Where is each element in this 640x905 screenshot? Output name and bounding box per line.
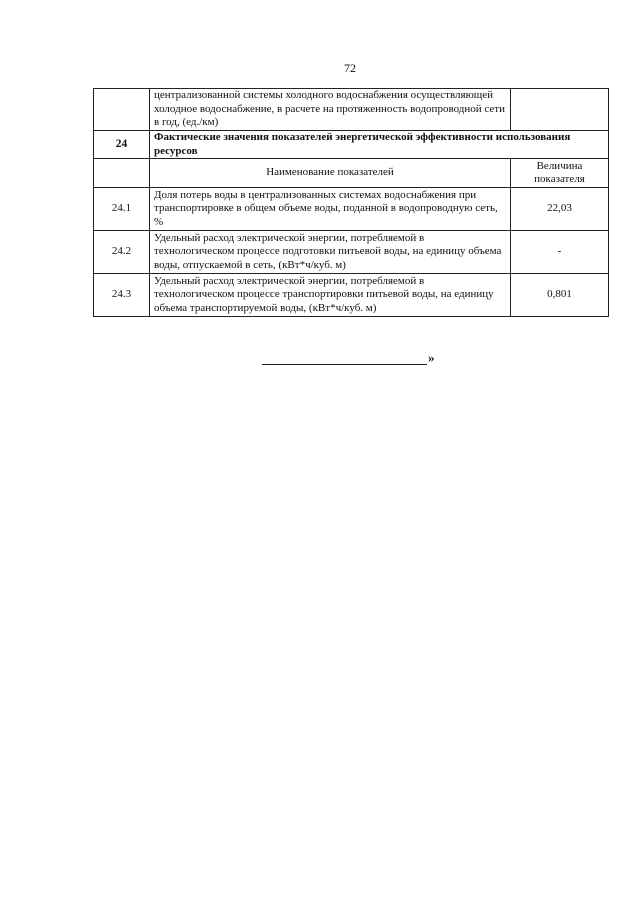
row-name-cell: Доля потерь воды в централизованных системах водоснабжения при транспортировке в общем объеме воды, поданной в водопроводную сеть, %	[150, 188, 511, 231]
row-value-cell: 22,03	[511, 188, 609, 231]
row-value-cell	[511, 89, 609, 131]
table-header-row	[94, 159, 609, 188]
page-number: 72	[344, 61, 356, 75]
row-name-cell: Удельный расход электрической энергии, потребляемой в технологическом процессе транспортировки питьевой воды, на единицу объема транспортируемой воды, (кВт*ч/куб. м)	[150, 274, 511, 317]
row-name-cell: централизованной системы холодного водоснабжения осуществляющей холодное водоснабжение, в расчете на протяженность водопроводной сети в год, (ед./км)	[150, 89, 511, 131]
indicators-table	[93, 88, 609, 317]
row-value-cell: 0,801	[511, 274, 609, 317]
table-row	[94, 188, 609, 231]
table-row	[94, 274, 609, 317]
row-number-cell: 24.1	[94, 188, 150, 231]
closing-quote: »	[428, 350, 435, 365]
header-value-cell: Величина показателя	[511, 159, 609, 188]
section-title: Фактические значения показателей энергетической эффективности использования ресурсов	[150, 131, 609, 159]
row-number-cell: 24.3	[94, 274, 150, 317]
header-number-cell	[94, 159, 150, 188]
signature-underline	[262, 353, 427, 365]
row-number-cell: 24.2	[94, 231, 150, 274]
closing-signature-line	[262, 351, 435, 365]
table-row-continuation	[94, 89, 609, 131]
row-value-cell: -	[511, 231, 609, 274]
row-number-cell	[94, 89, 150, 131]
section-number: 24	[94, 131, 150, 159]
section-row	[94, 131, 609, 159]
row-name-cell: Удельный расход электрической энергии, потребляемой в технологическом процессе подготовки питьевой воды, на единицу объема воды, отпускаемой в сеть, (кВт*ч/куб. м)	[150, 231, 511, 274]
header-name-cell: Наименование показателей	[150, 159, 511, 188]
table-row	[94, 231, 609, 274]
